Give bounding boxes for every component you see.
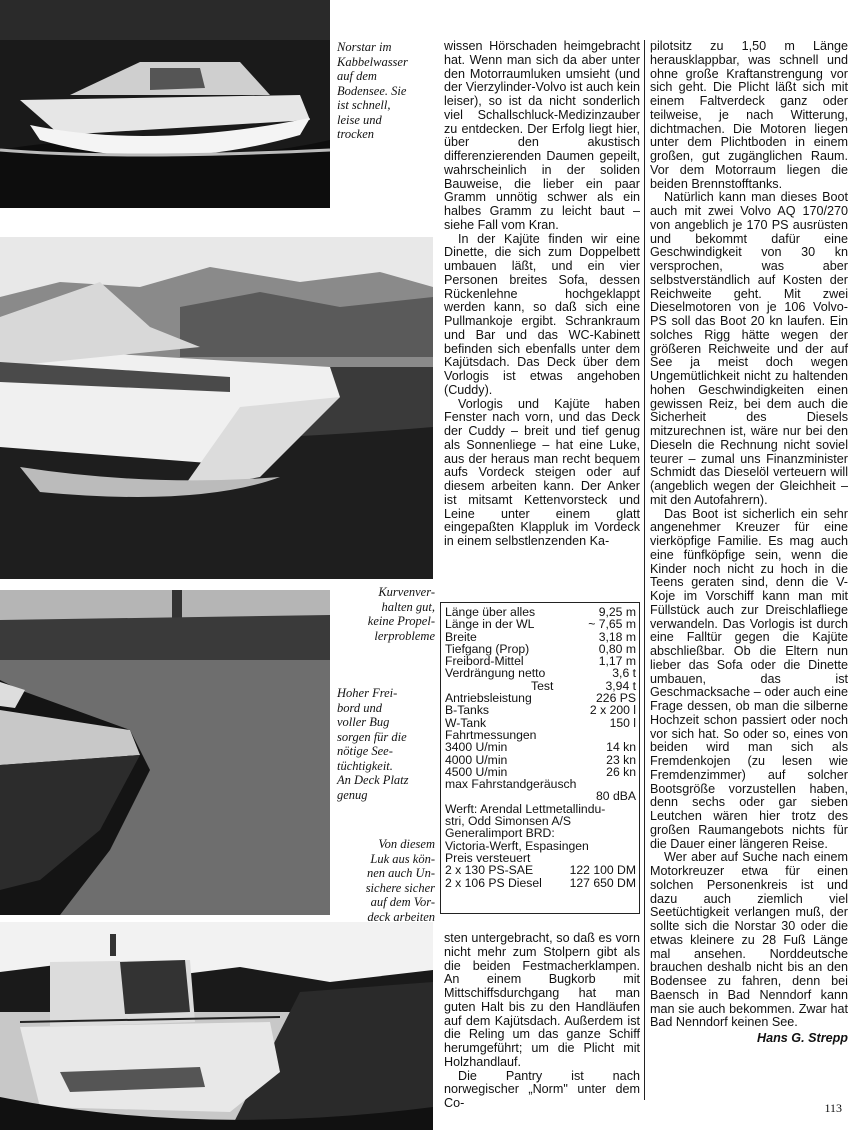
spec-value: ~ 7,65 m bbox=[588, 617, 636, 632]
caption-line: Norstar im bbox=[337, 40, 392, 54]
article-column-middle-top bbox=[444, 40, 640, 590]
article-paragraph: Wer aber auf Suche nach einem Motorkreuzer etwa für einen solchen Personenkreis ist und dazu auch ziemlich viel Seetüchtigkeit verlangen muß, der sollte sich die Norstar 30 oder die etwas kleinere zu 28 Fuß Länge mal ansehen. Norddeutsche brauchen deshalb nicht bis an den Bodensee zu fahren, denn bei Baensch in Bad Nenndorf kann man sie auch bekommen. Zwar hat Bad Nenndorf keinen See. bbox=[650, 850, 848, 1030]
caption-line: sorgen für die bbox=[337, 729, 407, 744]
photo-boat-archipelago bbox=[0, 237, 433, 579]
caption-line: deck arbeiten bbox=[367, 909, 435, 924]
caption-line: ist schnell, bbox=[337, 98, 391, 112]
spec-value: 1,17 m bbox=[598, 654, 636, 669]
caption-line: tüchtigkeit. bbox=[337, 758, 393, 773]
caption-line: Kabbelwasser bbox=[337, 54, 408, 69]
spec-shipyard-line: Werft: Arendal Lettmetallindu- bbox=[445, 801, 606, 816]
spec-row bbox=[445, 704, 636, 716]
article-column-middle-bottom bbox=[444, 931, 640, 1110]
spec-value: 9,25 m bbox=[598, 605, 636, 619]
spec-label: Fahrtmessungen bbox=[445, 727, 537, 742]
spec-noise-value: 80 dBA bbox=[596, 789, 636, 804]
spec-label: W-Tank bbox=[445, 715, 487, 730]
photo-boat-bow bbox=[0, 590, 330, 915]
caption-line: genug bbox=[337, 787, 368, 802]
article-paragraph: Natürlich kann man dieses Boot auch mit zwei Volvo AQ 170/270 von angeblich je 170 PS ausrüsten und bekommt dafür eine Geschwindigkeit von 30 kn versprochen, was aber selbstverständlich auf Kosten der Reichweite geht. Mit zwei Dieselmotoren von je 106 Volvo-PS soll das Boot 20 kn laufen. Ein solches Rigg hätte wegen der größeren Reichweite und der auf See ja meist doch wegen Ungemütlichkeit nicht zu haltenden hohen Geschwindigkeiten einen gewissen Reiz, bei dem auch die Sicherheit des Diesels mitzurechnen ist, wäre nur bei den Dieseln die Rechnung nicht soviel teurer – zumal uns Finanzminister Schmidt das Dieselöl verteuern will (angeblich wegen der Gleichheit – mit den Autofahrern). bbox=[650, 190, 848, 507]
spec-label: 3400 U/min bbox=[445, 740, 508, 755]
article-paragraph: Vorlogis und Kajüte haben Fenster nach vorn, und das Deck der Cuddy – breit und tief genug als Sonnenliege – hat eine Luke, aus der heraus man recht bequem aufs Vordeck steigen oder auf diesem arbeiten kann. Der Anker ist mitsamt Kettenvorsteck und Leine unter einem glatt eingepaßten Klappluk im Vordeck in einem selbstlenzenden Ka- bbox=[444, 396, 640, 548]
article-column-right bbox=[650, 40, 848, 1102]
spec-label: Verdrängung netto bbox=[445, 666, 546, 681]
caption-line: keine Propel- bbox=[367, 614, 435, 628]
spec-label: Test bbox=[531, 678, 554, 693]
caption-line: bord und bbox=[337, 700, 383, 715]
technical-data-box bbox=[440, 602, 640, 914]
spec-label: Freibord-Mittel bbox=[445, 654, 524, 669]
photo-boat-lake bbox=[0, 0, 330, 208]
spec-value: 3,18 m bbox=[598, 629, 636, 644]
spec-price-label: 2 x 106 PS Diesel bbox=[445, 875, 542, 890]
spec-label: Antriebsleistung bbox=[445, 691, 532, 706]
page-number: 113 bbox=[824, 1101, 842, 1115]
caption-line: Luk aus kön- bbox=[370, 851, 435, 866]
spec-value: 226 PS bbox=[596, 691, 636, 706]
caption-line: sichere sicher bbox=[365, 880, 435, 895]
photo-boat-deck bbox=[0, 922, 433, 1130]
article-paragraph: pilotsitz zu 1,50 m Länge herausklappbar, was schnell und ohne große Kraftanstrengung vor sich geht. Die Plicht läßt sich mit einem Faltverdeck ganz oder teilweise, je nach Witterung, dichtmachen. Die Motoren liegen unter dem Plichtboden in einem großen, gut zugänglichen Raum. Vor dem Motorraum liegen die beiden Brennstofftanks. bbox=[650, 39, 848, 191]
article-paragraph: Das Boot ist sicherlich ein sehr angenehmer Kreuzer für eine vierköpfige Familie. Es mag auch eine fünfköpfige sein, wenn die Kinder noch nicht zu hoch in die Teens geraten sind, denn die V-Koje im Vorschiff kann man mit Füllstück auch zur Dreischlafliege verwandeln. Das Vorlogis ist durch eine Falltür gegen die Kajüte abschließbar. Ob die Eltern nun lieber das Sofa oder die Dinette umbauen, das ist Geschmacksache – oder auch eine Frage dessen, ob man die silberne Hochzeit schon passiert oder noch vor sich hat. So oder so, eines von beiden wird man sich als Fremdenkojen (zu lesen wie Fremdenzimmer) auf solcher Bootsgröße vorzustellen haben, denn sechs oder gar sieben Leutchen wären hier trotz des großen Raumangebots nichts für die Dauer einer längeren Reise. bbox=[650, 506, 848, 851]
spec-row bbox=[445, 667, 636, 679]
caption-line: nötige See- bbox=[337, 744, 393, 758]
spec-price-row bbox=[445, 864, 636, 876]
spec-value: 0,80 m bbox=[598, 641, 636, 656]
spec-price-value: 122 100 DM bbox=[569, 863, 636, 878]
caption-line: nen auch Un- bbox=[366, 866, 435, 880]
spec-value: 2 x 200 l bbox=[589, 703, 636, 718]
caption-line: lerprobleme bbox=[374, 628, 435, 643]
caption-line: halten gut, bbox=[381, 599, 435, 614]
spec-label: Tiefgang (Prop) bbox=[445, 641, 530, 656]
spec-shipyard-line: stri, Odd Simonsen A/S bbox=[445, 814, 571, 829]
caption-hatch bbox=[337, 837, 435, 924]
spec-price-value: 127 650 DM bbox=[569, 875, 636, 890]
caption-line: Von diesem bbox=[378, 837, 435, 851]
spec-shipyard-line: Preis versteuert bbox=[445, 850, 531, 865]
spec-label: Länge in der WL bbox=[445, 617, 535, 632]
spec-value: 3,6 t bbox=[612, 666, 636, 681]
author-signature: Hans G. Strepp bbox=[757, 1031, 848, 1045]
article-paragraph: Die Pantry ist nach norwegischer „Norm" unter dem Co- bbox=[444, 1068, 640, 1110]
column-rule bbox=[644, 40, 645, 1100]
spec-value: 26 kn bbox=[606, 764, 636, 779]
spec-label: 4500 U/min bbox=[445, 764, 508, 779]
caption-line: auf dem bbox=[337, 69, 377, 83]
article-paragraph: sten untergebracht, so daß es vorn nicht mehr zum Stolpern gibt als die beiden Festmacherklampen. An einem Bugkorb mit Mittschiffsdurchgang hat man guten Halt bis zu den Handläufen auf dem Kajütsdach. Außerdem ist die Reling um das ganze Schiff herumgeführt; um die Plicht mit Holzhandlauf. bbox=[444, 931, 640, 1069]
spec-label: Länge über alles bbox=[445, 605, 536, 619]
caption-line: trocken bbox=[337, 127, 375, 141]
spec-row bbox=[445, 754, 636, 766]
article-paragraph: wissen Hörschaden heimgebracht hat. Wenn man sich da aber unter den Motorraumluken umsieht (und der Vierzylinder-Volvo ist auch kein leiser), so ist da nicht sonderlich viel Schallschluck-Medizinzauber zu entdecken. Der Erfolg liegt hier, über den akustisch differenzierenden Daumen gepeilt, wahrscheinlich in der soliden Bauweise, die lieber ein paar Gramm unnötig schwer als ein halbes Gramm zu leicht baut – siehe Fall vom Kran. bbox=[444, 39, 640, 232]
caption-line: voller Bug bbox=[337, 715, 390, 729]
caption-line: Hoher Frei- bbox=[337, 686, 398, 700]
spec-label: Breite bbox=[445, 629, 477, 644]
caption-line: An Deck Platz bbox=[337, 773, 409, 787]
spec-value: 23 kn bbox=[606, 752, 636, 767]
spec-row bbox=[445, 741, 636, 753]
spec-shipyard-line: Generalimport BRD: bbox=[445, 826, 555, 841]
spec-price-label: 2 x 130 PS-SAE bbox=[445, 863, 534, 878]
spec-shipyard-line: Victoria-Werft, Espasingen bbox=[445, 838, 589, 853]
article-paragraph: In der Kajüte finden wir eine Dinette, die sich zum Doppelbett umbauen läßt, und ein vier Personen breites Sofa, dessen Rückenlehne hochgeklappt werden kann, so daß sich eine Pullmankoje ergibt. Schrankraum und Bar und das WC-Kabinett befinden sich ebenfalls unter dem Kajütsdach. Das Deck über dem Vorlogis ist etwas angehoben (Cuddy). bbox=[444, 231, 640, 397]
caption-line: leise und bbox=[337, 112, 382, 127]
caption-line: Bodensee. Sie bbox=[337, 83, 407, 98]
spec-value: 3,94 t bbox=[605, 678, 636, 693]
spec-value: 150 l bbox=[609, 715, 636, 730]
caption-freeboard bbox=[337, 686, 437, 802]
spec-label: B-Tanks bbox=[445, 703, 490, 718]
caption-line: Kurvenver- bbox=[378, 585, 435, 599]
caption-line: auf dem Vor- bbox=[370, 895, 435, 909]
spec-label: max Fahrstandgeräusch bbox=[445, 777, 577, 792]
spec-price-row bbox=[445, 877, 636, 889]
caption-lake bbox=[337, 40, 437, 142]
spec-label: 4000 U/min bbox=[445, 752, 508, 767]
caption-curves bbox=[337, 585, 435, 643]
spec-value: 14 kn bbox=[606, 740, 636, 755]
spec-row bbox=[445, 618, 636, 630]
